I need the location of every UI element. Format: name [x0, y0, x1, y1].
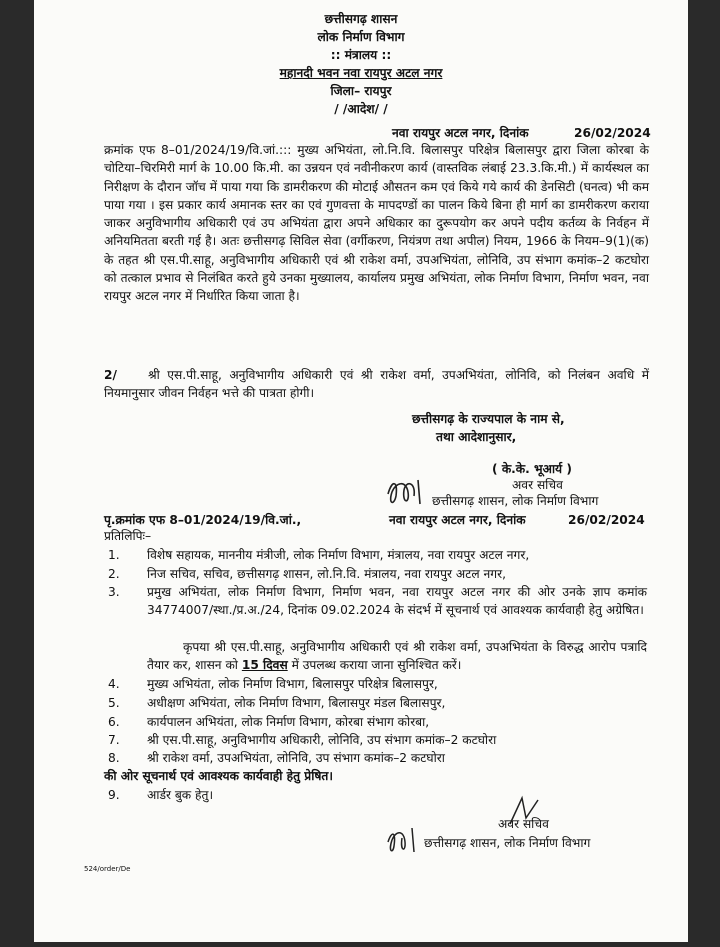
order-paragraph-1: क्रमांक एफ 8–01/2024/19/वि.जां.::: मुख्य अभियंता, लो.नि.वि. बिलासपुर परिक्षेत्र बिलासपुर द्वारा जिला कोरबा के चोटिया–चिरमिरी मार्ग के 10.00 कि.मी. का उन्नयन एवं नवीनीकरण कार्य (वास्तविक लंबाई 23.3.कि.मी.) में कार्यस्थल का निरीक्षण के दौरान जॉच में पाया गया कि डामरीकरण की मोटाई औसतन कम एवं किये गये कार्य की डेनसिटी (घनत्व) भी कम पाया गया । इस प्रकार कार्य अमानक स्तर का एवं गुणवत्ता के मापदण्डों का पालन किये बिना ही मार्ग का डामरीकरण कराया जाकर अनुविभागीय अधिकारी एवं उप अभियंता द्वारा अपने अधिकार का दुरूपयोग कर अपने पदीय कर्तव्य के निर्वहन में अनियमितता बरती गई है। अतः छत्तीसगढ़ सिविल सेवा (वर्गीकरण, नियंत्रण तथा अपील) नियम, 1966 के नियम–9(1)(क) के तहत श्री एस.पी.साहू, अनुविभागीय अधिकारी एवं श्री राकेश वर्मा, उपअभियंता, लोनिवि, उप संभाग कमांक–2 कटघोरा को तत्काल प्रभाव से निलंबित करते हुये उनका मुख्यालय, कार्यालय प्रमुख अभियंता, लोक निर्माण विभाग, निर्माण भवन, नवा रायपुर अटल नगर में निर्धारित किया जाता है। — [104, 143, 649, 304]
copy-label: प्रतिलिपिः– — [104, 529, 152, 543]
copy-item-1-number: 1. — [108, 548, 120, 562]
copy-item-5-number: 5. — [108, 696, 120, 710]
signatory-name: ( के.के. भूआर्य ) — [492, 462, 572, 476]
copy-item-7: श्री एस.पी.साहू, अनुविभागीय अधिकारी, लोनिवि, उप संभाग कमांक–2 कटघोरा — [147, 733, 497, 747]
copy-item-6: कार्यपालन अभियंता, लोक निर्माण विभाग, कोरबा संभाग कोरबा, — [147, 715, 430, 729]
copy-item-3-number: 3. — [108, 585, 120, 599]
signatory-office: छत्तीसगढ़ शासन, लोक निर्माण विभाग — [432, 494, 599, 508]
copy-item-4: मुख्य अभियंता, लोक निर्माण विभाग, बिलासपुर परिक्षेत्र बिलासपुर, — [147, 677, 438, 691]
header-address: महानदी भवन नवा रायपुर अटल नगर — [279, 66, 443, 80]
forward-line: की ओर सूचनार्थ एवं आवश्यक कार्यवाही हेतु प्रेषित। — [104, 769, 333, 783]
endorsement-place: नवा रायपुर अटल नगर, दिनांक — [389, 513, 526, 527]
handwritten-signature-1 — [384, 474, 434, 510]
signatory-2-office: छत्तीसगढ़ शासन, लोक निर्माण विभाग — [424, 836, 591, 850]
copy-item-5: अधीक्षण अभियंता, लोक निर्माण विभाग, बिलासपुर मंडल बिलासपुर, — [147, 696, 446, 710]
order-date: 26/02/2024 — [574, 126, 651, 140]
copy-item-6-number: 6. — [108, 715, 120, 729]
header-government: छत्तीसगढ़ शासन — [324, 12, 398, 26]
copy-item-4-number: 4. — [108, 677, 120, 691]
copy-item-9-number: 9. — [108, 788, 120, 802]
sign-order-line: तथा आदेशानुसार, — [436, 430, 517, 444]
copy-item-9: आर्डर बुक हेतु। — [147, 788, 214, 802]
header-district: जिला– रायपुर — [330, 84, 392, 98]
note-deadline: 15 दिवस — [241, 658, 288, 673]
copy-item-2-number: 2. — [108, 567, 120, 581]
order-paragraph-2: श्री एस.पी.साहू, अनुविभागीय अधिकारी एवं श्री राकेश वर्मा, उपअभियंता, लोनिवि, को निलंबन अवधि में नियमानुसार जीवन निर्वहन भत्ते की पात्रता होगी। — [104, 368, 649, 401]
copy-item-2: निज सचिव, सचिव, छत्तीसगढ़ शासन, लो.नि.वि. मंत्रालय, नवा रायपुर अटल नगर, — [147, 567, 506, 581]
note-text-end: में उपलब्ध कराया जाना सुनिश्चित करें। — [287, 658, 462, 673]
document-page — [34, 0, 688, 942]
copy-item-7-number: 7. — [108, 733, 120, 747]
copy-item-8-number: 8. — [108, 751, 120, 765]
header-ministry: :: मंत्रालय :: — [330, 48, 392, 62]
copy-item-1: विशेष सहायक, माननीय मंत्रीजी, लोक निर्माण विभाग, मंत्रालय, नवा रायपुर अटल नगर, — [147, 548, 530, 562]
copy-item-3-note — [147, 638, 647, 675]
sign-governor-line: छत्तीसगढ़ के राज्यपाल के नाम से, — [412, 412, 565, 426]
order-place: नवा रायपुर अटल नगर, दिनांक — [392, 126, 529, 140]
order-paragraph-2-number: 2/ — [104, 368, 117, 382]
header-order-title: / /आदेश/ / — [334, 102, 388, 116]
signatory-designation: अवर सचिव — [512, 478, 563, 492]
copy-item-8: श्री राकेश वर्मा, उपअभियंता, लोनिवि, उप संभाग कमांक–2 कटघोरा — [147, 751, 445, 765]
note-text-start: कृपया श्री एस.पी.साहू, अनुविभागीय अधिकारी एवं श्री राकेश वर्मा, उपअभियंता के विरुद्ध आरोप पत्रादि तैयार कर, शासन को — [147, 640, 647, 673]
header-department: लोक निर्माण विभाग — [317, 30, 405, 44]
signatory-2-designation: अवर सचिव — [498, 817, 549, 831]
endorsement-date: 26/02/2024 — [568, 513, 645, 527]
footer-file-code: 524/order/De — [84, 865, 131, 873]
copy-item-3: प्रमुख अभियंता, लोक निर्माण विभाग, निर्माण भवन, नवा रायपुर अटल नगर की ओर उनके ज्ञाप कमांक 34774007/स्था./प्र.अ./24, दिनांक 09.02.2024 के संदर्भ में सूचनार्थ एवं आवश्यक कार्यवाही हेतु अग्रेषित। — [147, 585, 647, 618]
handwritten-signature-2 — [384, 824, 424, 858]
endorsement-ref: पृ.क्रमांक एफ 8–01/2024/19/वि.जां., — [104, 513, 302, 527]
